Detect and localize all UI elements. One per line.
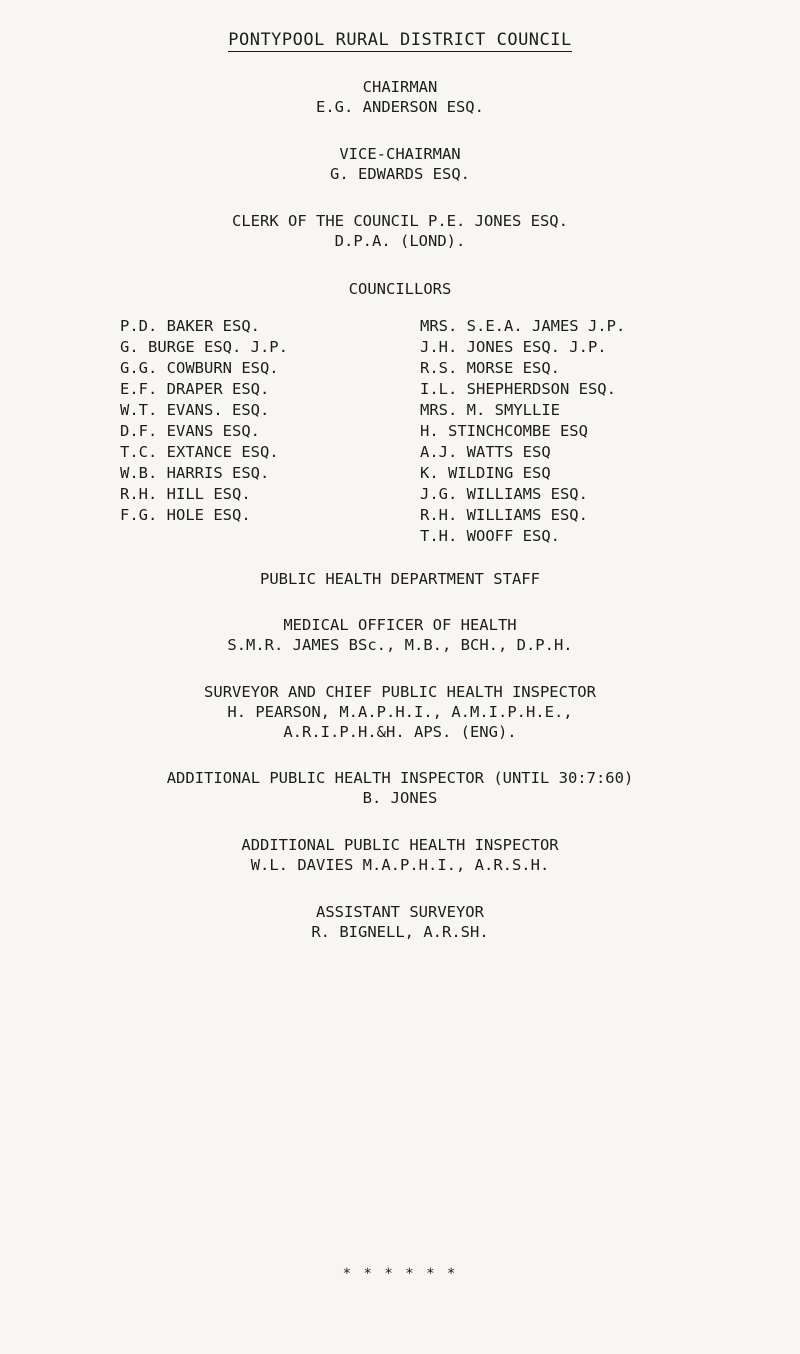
councillor-entry: G. BURGE ESQ. J.P.	[120, 338, 288, 356]
additional-inspector-2-name: W.L. DAVIES M.A.P.H.I., A.R.S.H.	[250, 856, 550, 874]
councillor-entry: R.H. WILLIAMS ESQ.	[420, 506, 588, 524]
councillor-entry: F.G. HOLE ESQ.	[120, 506, 251, 524]
councillor-entry: J.G. WILLIAMS ESQ.	[420, 485, 588, 503]
councillors-right-column	[420, 316, 625, 547]
councillor-entry: MRS. M. SMYLLIE	[420, 401, 560, 419]
footer-stars: * * * * * *	[342, 1266, 458, 1282]
moh-heading: MEDICAL OFFICER OF HEALTH	[283, 616, 517, 634]
councillor-entry: H. STINCHCOMBE ESQ	[420, 422, 588, 440]
clerk-line-2: D.P.A. (LOND).	[334, 232, 466, 250]
additional-inspector-1-name: B. JONES	[362, 789, 438, 807]
vice-chairman-name: G. EDWARDS ESQ.	[330, 165, 470, 183]
surveyor-heading: SURVEYOR AND CHIEF PUBLIC HEALTH INSPECTOR	[204, 683, 596, 701]
councillor-entry: E.F. DRAPER ESQ.	[120, 380, 270, 398]
councillor-entry: A.J. WATTS ESQ	[420, 443, 551, 461]
councillor-entry: D.F. EVANS ESQ.	[120, 422, 260, 440]
councillor-entry: T.C. EXTANCE ESQ.	[120, 443, 279, 461]
councillor-entry: T.H. WOOFF ESQ.	[420, 527, 560, 545]
councillors-left-column	[120, 316, 288, 526]
councillor-entry: W.B. HARRIS ESQ.	[120, 464, 270, 482]
councillor-entry: I.L. SHEPHERDSON ESQ.	[420, 380, 616, 398]
moh-name: S.M.R. JAMES BSc., M.B., BCH., D.P.H.	[227, 636, 573, 654]
assistant-surveyor-name: R. BIGNELL, A.R.SH.	[311, 923, 489, 941]
vice-chairman-heading: VICE-CHAIRMAN	[339, 145, 461, 163]
surveyor-line-2: A.R.I.P.H.&H. APS. (ENG).	[283, 723, 517, 741]
chairman-heading: CHAIRMAN	[362, 78, 438, 96]
councillor-entry: K. WILDING ESQ	[420, 464, 551, 482]
councillors-heading: COUNCILLORS	[348, 280, 452, 298]
surveyor-line-1: H. PEARSON, M.A.P.H.I., A.M.I.P.H.E.,	[227, 703, 573, 721]
clerk-line-1: CLERK OF THE COUNCIL P.E. JONES ESQ.	[232, 212, 568, 230]
assistant-surveyor-heading: ASSISTANT SURVEYOR	[316, 903, 484, 921]
council-title: PONTYPOOL RURAL DISTRICT COUNCIL	[228, 30, 572, 50]
councillor-entry: R.H. HILL ESQ.	[120, 485, 251, 503]
councillor-entry: W.T. EVANS. ESQ.	[120, 401, 270, 419]
additional-inspector-2-heading: ADDITIONAL PUBLIC HEALTH INSPECTOR	[241, 836, 559, 854]
chairman-name: E.G. ANDERSON ESQ.	[316, 98, 484, 116]
councillor-entry: J.H. JONES ESQ. J.P.	[420, 338, 607, 356]
councillor-entry: MRS. S.E.A. JAMES J.P.	[420, 317, 626, 335]
councillor-entry: G.G. COWBURN ESQ.	[120, 359, 279, 377]
additional-inspector-1-heading: ADDITIONAL PUBLIC HEALTH INSPECTOR (UNTIL 30:7:60)	[166, 769, 634, 787]
councillor-entry: P.D. BAKER ESQ.	[120, 317, 260, 335]
councillor-entry: R.S. MORSE ESQ.	[420, 359, 560, 377]
phd-staff-heading: PUBLIC HEALTH DEPARTMENT STAFF	[260, 570, 540, 588]
